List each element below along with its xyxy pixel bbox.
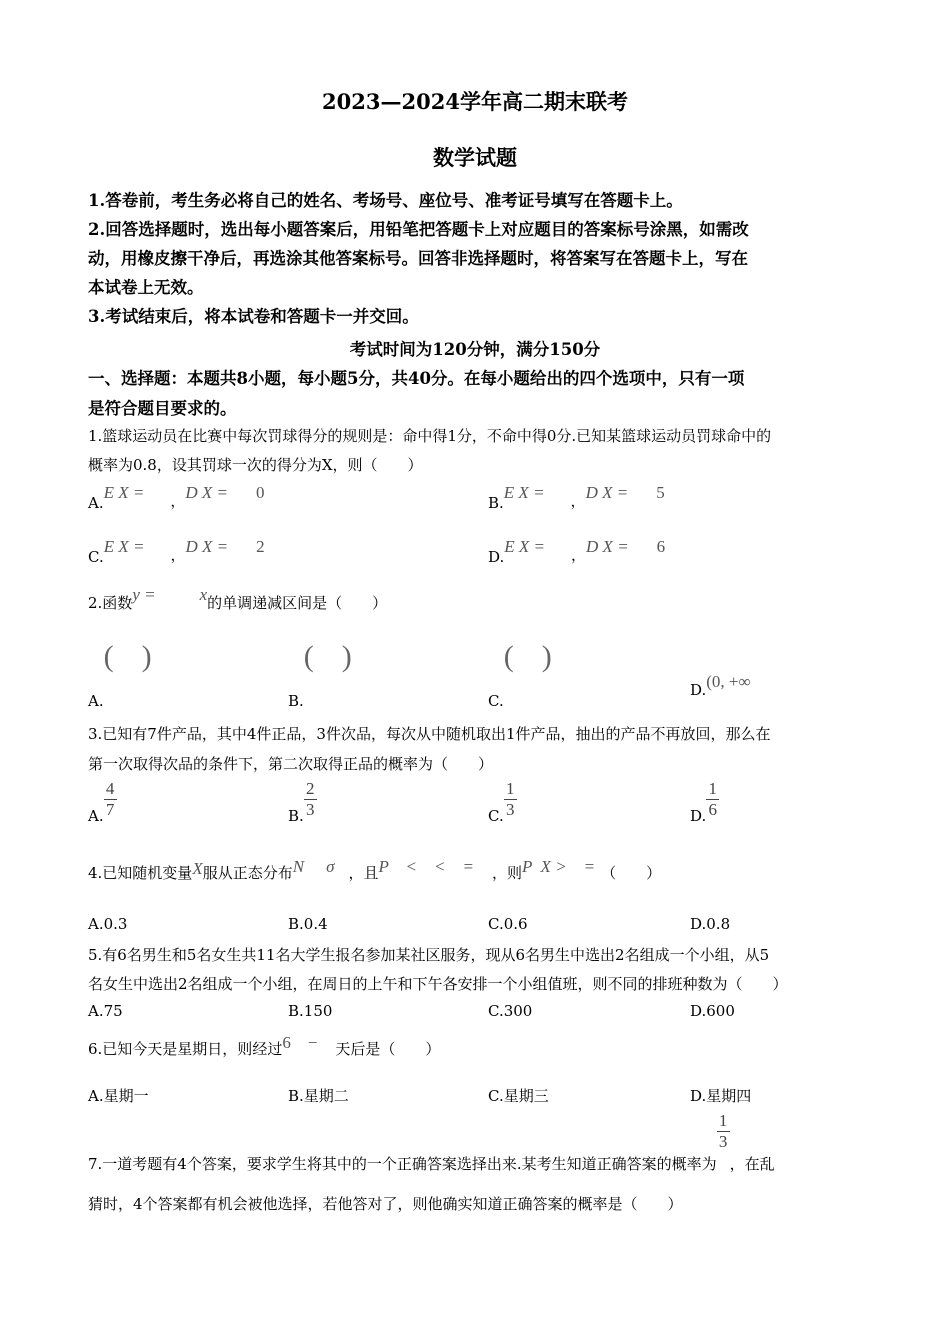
- comma: ，: [170, 492, 186, 510]
- math-value: 0: [256, 483, 265, 502]
- fraction: [104, 780, 117, 819]
- q1-stem-line-2: 概率为0.8，设其罚球一次的得分为X，则（ ）: [88, 456, 423, 474]
- math-expression: (0, +∞: [706, 672, 751, 691]
- math-expression: D X =: [185, 483, 229, 502]
- q4-option-d: D.0.8: [690, 915, 731, 933]
- option-letter: A.: [88, 807, 104, 826]
- q7-stem-line-2: 猜时，4个答案都有机会被他选择，若他答对了，则他确实知道正确答案的概率是（ ）: [88, 1195, 683, 1213]
- q6-option-d: D.星期四: [690, 1087, 752, 1105]
- math-expression: E X =: [503, 483, 545, 502]
- q3-option-a: [88, 779, 117, 826]
- q4-text: 服从正态分布: [202, 864, 293, 882]
- interval-brackets: (): [303, 640, 380, 673]
- numerator: 2: [306, 779, 315, 798]
- q6-text: 天后是（ ）: [335, 1040, 441, 1058]
- q3-option-c: [488, 779, 517, 826]
- fraction: [304, 780, 317, 819]
- notice-line-2: 2.回答选择题时，选出每小题答案后，用铅笔把答题卡上对应题目的答案标号涂黑，如需改: [88, 220, 749, 239]
- q4-text: （ ）: [601, 864, 662, 882]
- q4-option-a: A.0.3: [88, 915, 128, 933]
- option-letter: B.: [288, 692, 304, 710]
- exam-title: 2023—2024学年高二期末联考: [322, 89, 628, 114]
- q1-stem-line-1: 1.篮球运动员在比赛中每次罚球得分的规则是：命中得1分，不命中得0分.已知某篮球运动员罚球命中的: [88, 427, 772, 445]
- math-value: 6: [656, 537, 666, 556]
- q4-text: ，且: [348, 864, 379, 882]
- numerator: 1: [708, 779, 718, 798]
- q1-option-b: [488, 482, 665, 512]
- q6-option-b: B.星期二: [288, 1087, 349, 1105]
- math-expression: y =: [132, 585, 156, 604]
- comma: ，: [170, 546, 186, 564]
- fraction: [504, 780, 517, 819]
- q2-option-b: [288, 640, 380, 710]
- option-letter: C.: [488, 692, 504, 710]
- q6-text: 6.已知今天是星期日，则经过: [88, 1040, 283, 1058]
- q2-option-c: [488, 640, 580, 710]
- section-heading-line-2: 是符合题目要求的。: [88, 399, 237, 418]
- option-letter: C.: [488, 807, 504, 826]
- option-letter: A.: [88, 692, 104, 710]
- q5-stem-line-1: 5.有6名男生和5名女生共11名大学生报名参加某社区服务，现从6名男生中选出2名组成一个小组，从5: [88, 946, 770, 964]
- comma: ，: [571, 546, 587, 564]
- interval-brackets: (): [103, 640, 180, 673]
- q4-text: 4.已知随机变量: [88, 864, 193, 882]
- math-expression: E X =: [504, 537, 546, 556]
- q1-option-c: [88, 536, 265, 566]
- q1-option-a: [88, 482, 265, 512]
- math-expression: σ: [326, 857, 335, 876]
- denominator: 3: [306, 799, 315, 819]
- option-letter: D.: [690, 681, 707, 699]
- notice-line-4: 本试卷上无效。: [88, 278, 204, 297]
- fraction: [717, 1112, 730, 1151]
- math-expression: 6 −: [282, 1033, 318, 1052]
- q4-text: ，则: [491, 864, 522, 882]
- numerator: 1: [718, 1111, 728, 1130]
- notice-line-5: 3.考试结束后，将本试卷和答题卡一并交回。: [88, 307, 419, 326]
- math-value: 2: [256, 537, 265, 556]
- exam-info: 考试时间为120分钟，满分150分: [349, 340, 601, 359]
- q2-option-a: [88, 640, 180, 710]
- q5-option-d: D.600: [690, 1002, 735, 1020]
- option-letter: B.: [488, 494, 504, 512]
- comma: ，: [570, 492, 586, 510]
- q5-option-c: C.300: [488, 1002, 533, 1020]
- q7-stem-line-1: [88, 1110, 775, 1174]
- q4-stem: [88, 857, 662, 883]
- math-expression: E X =: [103, 537, 145, 556]
- q1-option-d: [488, 536, 666, 566]
- math-value: 5: [656, 483, 665, 502]
- option-letter: B.: [288, 807, 304, 826]
- numerator: 1: [505, 779, 515, 798]
- q5-option-a: A.75: [88, 1002, 123, 1020]
- option-letter: D.: [488, 548, 505, 566]
- q3-stem-line-2: 第一次取得次品的条件下，第二次取得正品的概率为（ ）: [88, 755, 494, 773]
- q2-suffix: 的单调递减区间是（ ）: [207, 594, 388, 612]
- fraction: [706, 780, 719, 819]
- option-letter: D.: [690, 807, 707, 826]
- notice-line-3: 动，用橡皮擦干净后，再选涂其他答案标号。回答非选择题时，将答案写在答题卡上，写在: [88, 249, 748, 268]
- q5-option-b: B.150: [288, 1002, 333, 1020]
- q6-stem: [88, 1033, 441, 1059]
- q7-text: ，在乱: [729, 1155, 775, 1174]
- math-expression: X: [192, 859, 203, 878]
- math-expression: D X =: [585, 483, 629, 502]
- option-letter: C.: [88, 548, 104, 566]
- denominator: 6: [708, 799, 718, 819]
- q7-text: 7.一道考题有4个答案，要求学生将其中的一个正确答案选择出来.某考生知道正确答案的概率为: [88, 1155, 717, 1174]
- q2-option-d: [690, 672, 751, 699]
- exam-subtitle: 数学试题: [433, 145, 517, 170]
- q6-option-c: C.星期三: [488, 1087, 549, 1105]
- interval-brackets: (): [503, 640, 580, 673]
- q3-option-b: [288, 779, 317, 826]
- q4-option-b: B.0.4: [288, 915, 328, 933]
- denominator: 7: [105, 799, 115, 819]
- math-expression: D X =: [185, 537, 229, 556]
- q2-prefix: 2.函数: [88, 594, 133, 612]
- math-expression: E X =: [103, 483, 145, 502]
- denominator: 3: [505, 799, 515, 819]
- q5-stem-line-2: 名女生中选出2名组成一个小组，在周日的上午和下午各安排一个小组值班，则不同的排班种数为（ ）: [88, 975, 788, 993]
- q3-option-d: [690, 779, 719, 826]
- math-expression: N: [292, 857, 305, 876]
- q4-option-c: C.0.6: [488, 915, 528, 933]
- notice-line-1: 1.答卷前，考生务必将自己的姓名、考场号、座位号、准考证号填写在答题卡上。: [88, 191, 683, 210]
- math-expression: P X > =: [521, 857, 596, 876]
- q2-stem: [88, 585, 388, 613]
- math-expression: D X =: [586, 537, 629, 556]
- section-heading-line-1: 一、选择题：本题共8小题，每小题5分，共40分。在每小题给出的四个选项中，只有一项: [88, 369, 745, 388]
- math-expression: P < < =: [378, 857, 474, 876]
- option-letter: A.: [88, 494, 104, 512]
- q3-stem-line-1: 3.已知有7件产品，其中4件正品，3件次品，每次从中随机取出1件产品，抽出的产品不再放回，那么在: [88, 725, 771, 743]
- q6-option-a: A.星期一: [88, 1087, 149, 1105]
- numerator: 4: [105, 779, 115, 798]
- math-expression: x: [199, 585, 208, 604]
- denominator: 3: [718, 1131, 728, 1151]
